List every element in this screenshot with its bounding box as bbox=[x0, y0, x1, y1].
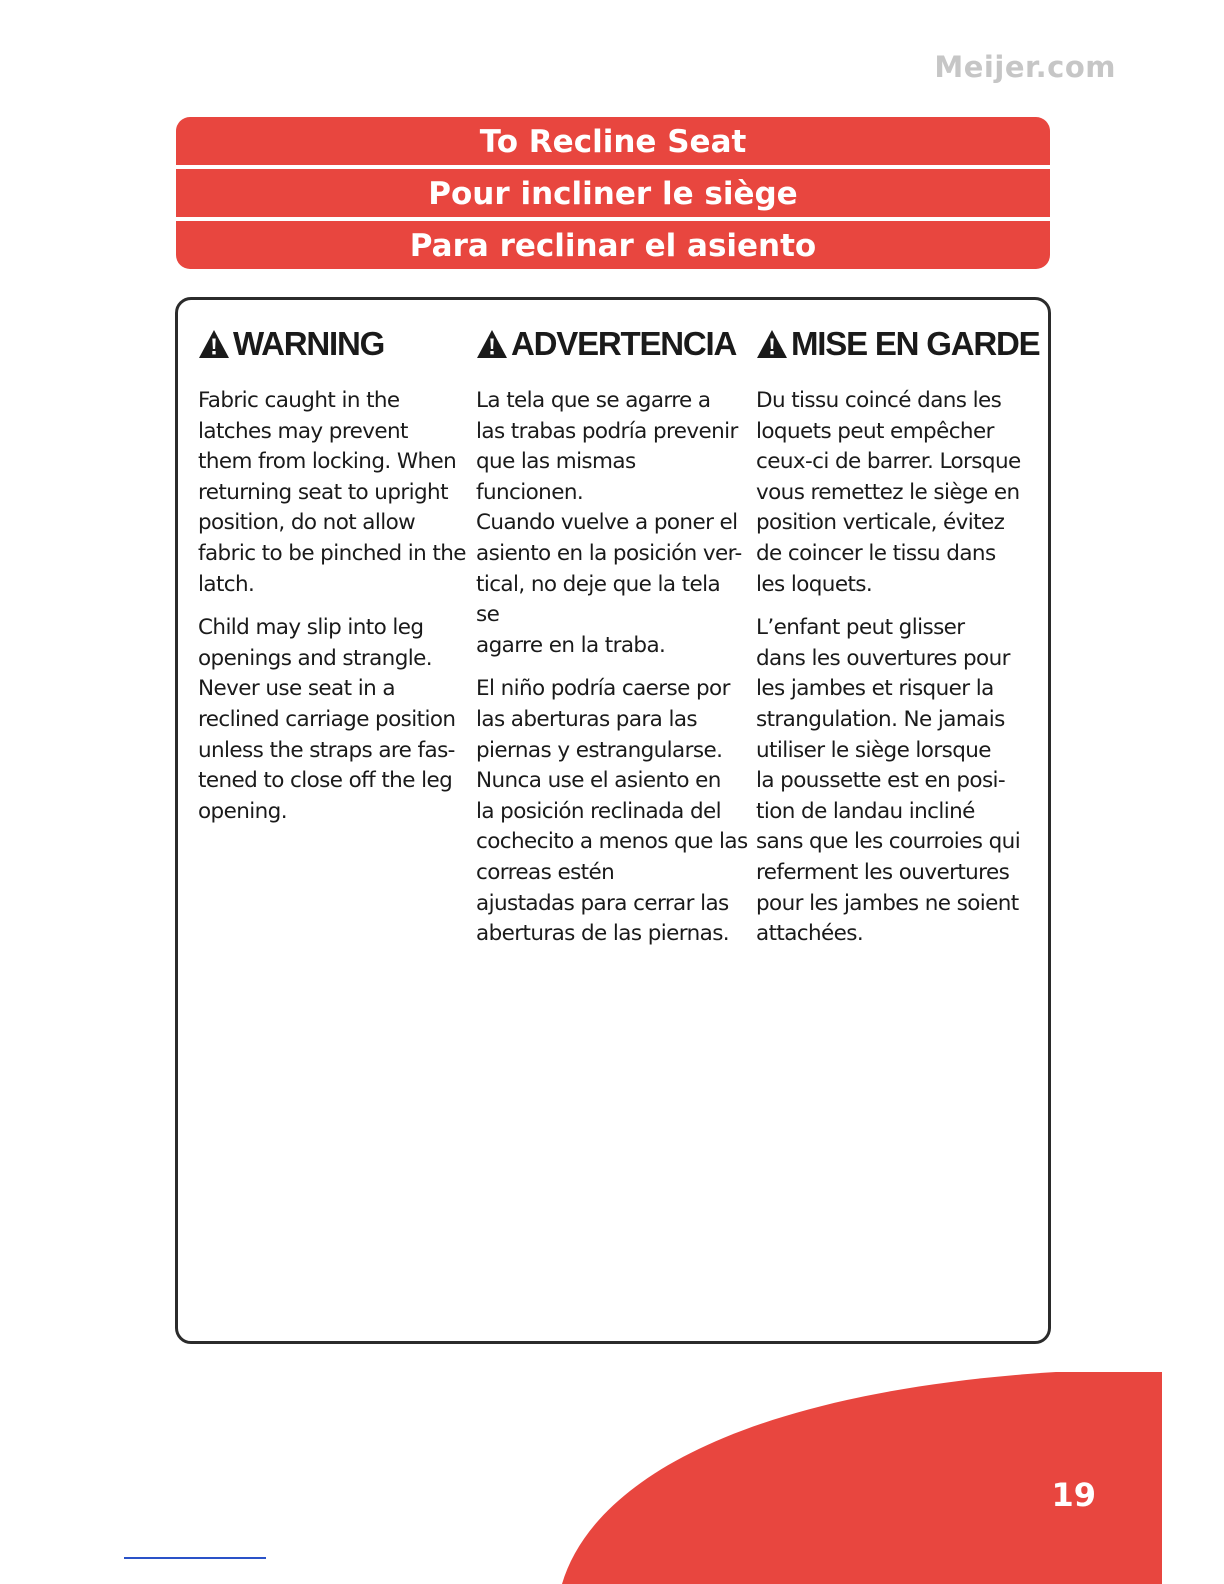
warning-box bbox=[175, 297, 1051, 1344]
warning-column-french bbox=[756, 322, 1040, 950]
warning-heading bbox=[476, 322, 748, 366]
warning-heading-text: ADVERTENCIA bbox=[511, 325, 737, 362]
warning-heading bbox=[756, 322, 1040, 366]
warning-paragraph: Child may slip into leg openings and strangle. Never use seat in a reclined carriage position unless the straps are fas- tened to close off the leg opening. bbox=[198, 615, 456, 824]
warning-paragraph: La tela que se agarre a las trabas podría prevenir que las mismas funcionen. Cuando vuelve a poner el asiento en la posición ver- tical, no deje que la tela se agarre en la traba. bbox=[476, 388, 742, 658]
warning-triangle-icon bbox=[756, 329, 788, 359]
warning-paragraph: L’enfant peut glisser dans les ouvertures pour les jambes et risquer la strangulation. Ne jamais utiliser le siège lorsque la poussette est en posi- tion de landau incliné sans que les courroies qui referment les ouvertures pour les jambes ne soient attachées. bbox=[756, 615, 1021, 947]
warning-paragraph: Du tissu coincé dans les loquets peut empêcher ceux-ci de barrer. Lorsque vous remettez le siège en position verticale, évitez de coincer le tissu dans les loquets. bbox=[756, 388, 1021, 597]
warning-paragraph: El niño podría caerse por las aberturas para las piernas y estrangularse. Nunca use el asiento en la posición reclinada del cochecito a menos que las correas estén ajustadas para cerrar las aberturas de las piernas. bbox=[476, 676, 748, 947]
watermark: Meijer.com bbox=[934, 50, 1116, 84]
warning-triangle-icon bbox=[198, 329, 230, 359]
warning-heading-text: MISE EN GARDE bbox=[791, 325, 1040, 362]
warning-paragraph: Fabric caught in the latches may prevent them from locking. When returning seat to upright position, do not allow fabric to be pinched in the latch. bbox=[198, 388, 466, 597]
title-banner bbox=[176, 117, 1050, 269]
title-spanish: Para reclinar el asiento bbox=[176, 217, 1050, 269]
title-english: To Recline Seat bbox=[176, 117, 1050, 165]
warning-triangle-icon bbox=[476, 329, 508, 359]
warning-column-english bbox=[198, 322, 470, 827]
footnote-rule bbox=[124, 1557, 266, 1559]
warning-heading-text: WARNING bbox=[233, 325, 385, 362]
title-french: Pour incliner le siège bbox=[176, 165, 1050, 217]
page-number: 19 bbox=[1051, 1476, 1096, 1514]
warning-heading bbox=[198, 322, 470, 366]
warning-column-spanish bbox=[476, 322, 748, 950]
